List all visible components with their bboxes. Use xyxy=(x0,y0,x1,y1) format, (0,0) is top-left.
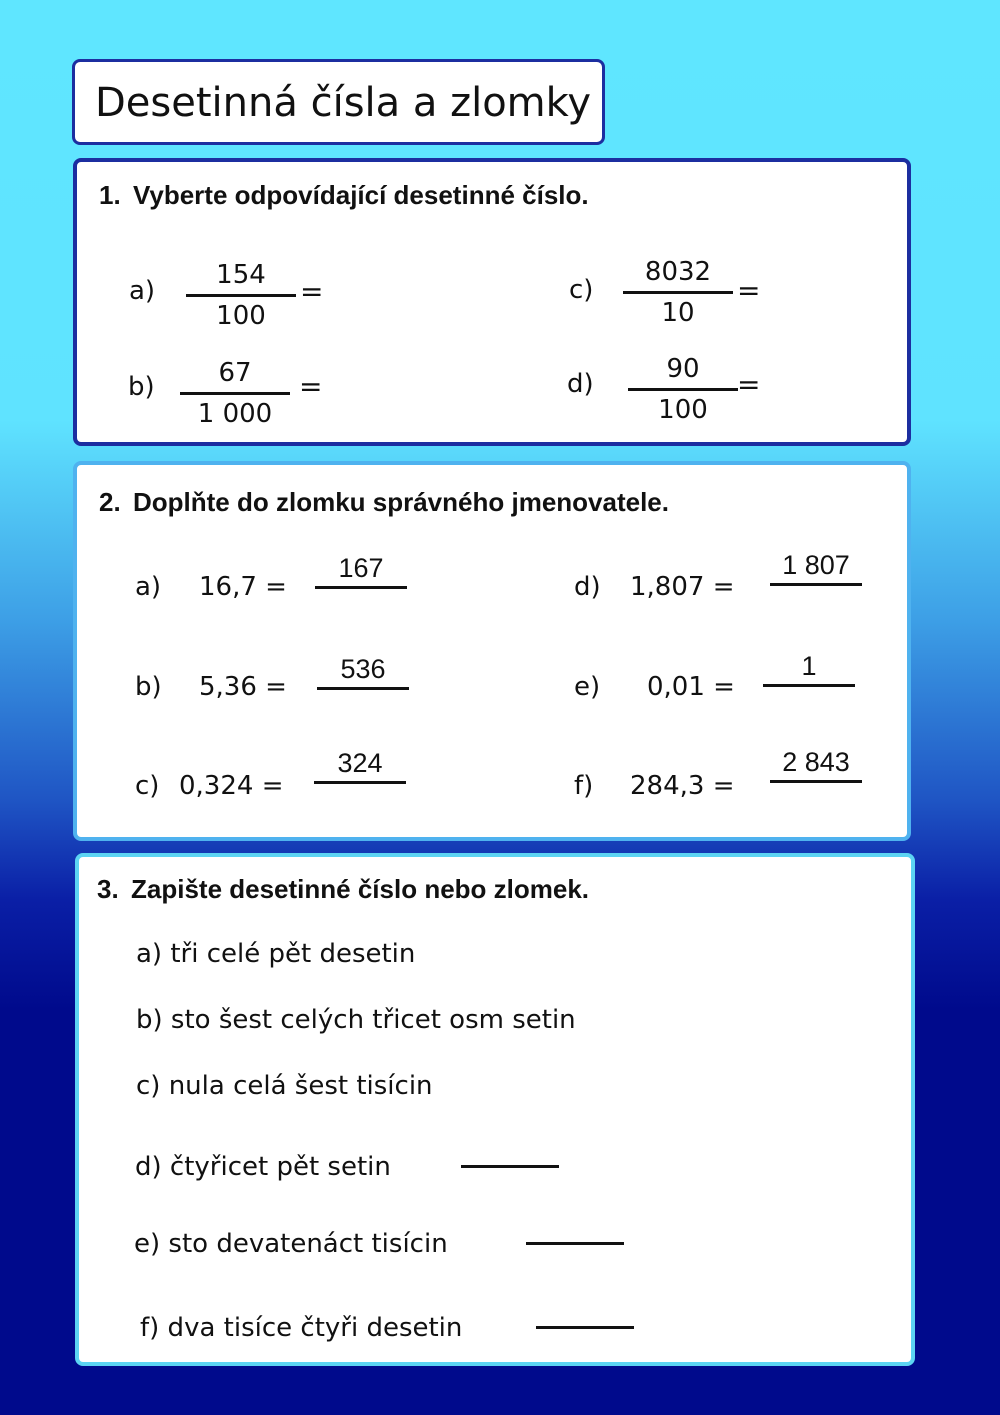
s1-a-label: a) xyxy=(129,276,156,306)
s3-item-c: c) nula celá šest tisícin xyxy=(136,1071,433,1101)
s3-item-f: f) dva tisíce čtyři desetin xyxy=(140,1313,463,1343)
s2-a-decimal: 16,7 = xyxy=(199,572,287,602)
section-1 xyxy=(73,158,911,446)
s2-f-decimal: 284,3 = xyxy=(630,771,735,801)
s1-d-equals: = xyxy=(737,368,761,401)
s1-a-equals: = xyxy=(300,275,324,308)
s1-b-numerator: 67 xyxy=(218,358,252,388)
section-2-number: 2. xyxy=(99,487,121,517)
s1-c-fraction xyxy=(623,255,733,330)
s2-b-label: b) xyxy=(135,672,162,702)
s1-d-numerator: 90 xyxy=(666,354,700,384)
s1-a-denominator: 100 xyxy=(216,301,266,331)
section-3 xyxy=(75,853,915,1366)
fraction-bar xyxy=(763,684,855,687)
section-2 xyxy=(73,461,911,841)
fraction-bar xyxy=(628,388,738,391)
s1-b-fraction xyxy=(180,356,290,431)
fraction-bar xyxy=(317,687,409,690)
s2-f-label: f) xyxy=(574,771,594,801)
s2-a-label: a) xyxy=(135,572,162,602)
s1-b-equals: = xyxy=(299,370,323,403)
s3-item-e: e) sto devatenáct tisícin xyxy=(134,1229,448,1259)
section-1-heading-text: Vyberte odpovídající desetinné číslo. xyxy=(133,180,589,210)
s2-c-decimal: 0,324 = xyxy=(179,771,284,801)
fraction-bar xyxy=(180,392,290,395)
section-3-heading-text: Zapište desetinné číslo nebo zlomek. xyxy=(131,874,590,904)
s2-f-numerator: 2 843 xyxy=(782,747,850,777)
s2-a-numerator: 167 xyxy=(338,553,384,583)
fraction-bar xyxy=(770,780,862,783)
section-1-number: 1. xyxy=(99,180,121,210)
page-title: Desetinná čísla a zlomky xyxy=(95,80,592,126)
s1-c-equals: = xyxy=(737,274,761,307)
s1-c-numerator: 8032 xyxy=(644,257,712,287)
title-box xyxy=(72,59,605,145)
s3-item-d: d) čtyřicet pět setin xyxy=(135,1152,391,1182)
s1-c-denominator: 10 xyxy=(661,298,695,328)
s1-b-label: b) xyxy=(128,372,155,402)
s2-a-fraction xyxy=(315,553,407,589)
s2-d-label: d) xyxy=(574,572,601,602)
s1-d-label: d) xyxy=(567,369,594,399)
s2-e-label: e) xyxy=(574,672,601,702)
section-3-number: 3. xyxy=(97,874,119,904)
fraction-bar xyxy=(186,294,296,297)
fraction-bar xyxy=(315,586,407,589)
s3-e-answer-line[interactable] xyxy=(526,1242,624,1245)
s1-a-numerator: 154 xyxy=(216,260,266,290)
s3-d-answer-line[interactable] xyxy=(461,1165,559,1168)
s1-a-fraction xyxy=(186,258,296,333)
s2-c-fraction xyxy=(314,748,406,784)
s2-b-numerator: 536 xyxy=(340,654,386,684)
s2-f-fraction xyxy=(770,747,862,783)
s2-d-numerator: 1 807 xyxy=(782,550,850,580)
s2-b-fraction xyxy=(317,654,409,690)
section-1-heading xyxy=(99,180,589,211)
s1-d-denominator: 100 xyxy=(658,395,708,425)
s2-e-decimal: 0,01 = xyxy=(647,672,735,702)
s2-c-label: c) xyxy=(135,771,160,801)
section-3-heading xyxy=(97,874,589,905)
s1-c-label: c) xyxy=(569,275,594,305)
s2-e-numerator: 1 xyxy=(801,651,817,681)
fraction-bar xyxy=(623,291,733,294)
s2-b-decimal: 5,36 = xyxy=(199,672,287,702)
s1-b-denominator: 1 000 xyxy=(197,399,273,429)
fraction-bar xyxy=(314,781,406,784)
s3-item-a: a) tři celé pět desetin xyxy=(136,939,416,969)
section-2-heading-text: Doplňte do zlomku správného jmenovatele. xyxy=(133,487,669,517)
s2-e-fraction xyxy=(763,651,855,687)
s3-item-b: b) sto šest celých třicet osm setin xyxy=(136,1005,576,1035)
s2-d-decimal: 1,807 = xyxy=(630,572,735,602)
s2-d-fraction xyxy=(770,550,862,586)
s2-c-numerator: 324 xyxy=(337,748,383,778)
fraction-bar xyxy=(770,583,862,586)
s3-f-answer-line[interactable] xyxy=(536,1326,634,1329)
section-2-heading xyxy=(99,487,669,518)
s1-d-fraction xyxy=(628,352,738,427)
